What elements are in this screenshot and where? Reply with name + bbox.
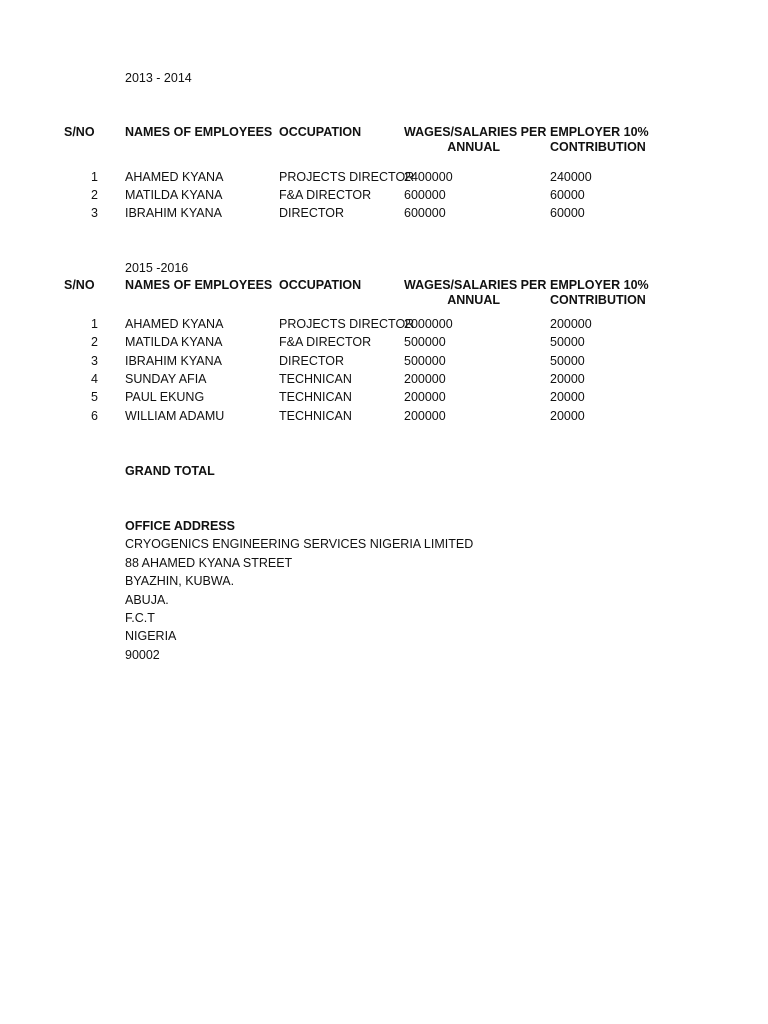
row-wages: 200000 xyxy=(404,390,446,404)
row-name: AHAMED KYANA xyxy=(125,170,224,184)
header-sno: S/NO xyxy=(64,278,95,292)
row-wages: 600000 xyxy=(404,206,446,220)
row-sno: 1 xyxy=(91,170,98,184)
header-employer-line1: EMPLOYER 10% xyxy=(550,125,649,139)
row-occupation: TECHNICAN xyxy=(279,372,352,386)
row-wages: 2000000 xyxy=(404,317,453,331)
office-address-heading: OFFICE ADDRESS xyxy=(125,519,235,533)
row-wages: 2400000 xyxy=(404,170,453,184)
row-wages: 500000 xyxy=(404,354,446,368)
row-sno: 5 xyxy=(91,390,98,404)
row-sno: 2 xyxy=(91,188,98,202)
header-names: NAMES OF EMPLOYEES xyxy=(125,278,273,292)
header-wages-line2: ANNUAL xyxy=(447,140,500,154)
header-wages-line2: ANNUAL xyxy=(447,293,500,307)
row-sno: 3 xyxy=(91,354,98,368)
header-wages-line1: WAGES/SALARIES PER xyxy=(404,278,547,292)
row-name: WILLIAM ADAMU xyxy=(125,409,225,423)
address-line-company: CRYOGENICS ENGINEERING SERVICES NIGERIA LIMITED xyxy=(125,537,474,551)
row-occupation: F&A DIRECTOR xyxy=(279,188,372,202)
header-occupation: OCCUPATION xyxy=(279,278,362,292)
row-wages: 200000 xyxy=(404,409,446,423)
row-employer: 60000 xyxy=(550,188,585,202)
row-wages: 600000 xyxy=(404,188,446,202)
header-occupation: OCCUPATION xyxy=(279,125,362,139)
header-wages-line1: WAGES/SALARIES PER xyxy=(404,125,547,139)
grand-total-label: GRAND TOTAL xyxy=(125,464,215,478)
row-name: MATILDA KYANA xyxy=(125,188,223,202)
address-line-territory: F.C.T xyxy=(125,611,155,625)
row-wages: 200000 xyxy=(404,372,446,386)
row-sno: 2 xyxy=(91,335,98,349)
row-occupation: TECHNICAN xyxy=(279,390,352,404)
row-name: MATILDA KYANA xyxy=(125,335,223,349)
row-employer: 60000 xyxy=(550,206,585,220)
row-employer: 50000 xyxy=(550,335,585,349)
period-2013-2014: 2013 - 2014 xyxy=(125,71,192,85)
row-sno: 4 xyxy=(91,372,98,386)
row-name: IBRAHIM KYANA xyxy=(125,354,223,368)
row-employer: 20000 xyxy=(550,372,585,386)
address-line-street: 88 AHAMED KYANA STREET xyxy=(125,556,293,570)
row-employer: 200000 xyxy=(550,317,592,331)
row-sno: 3 xyxy=(91,206,98,220)
row-sno: 6 xyxy=(91,409,98,423)
row-occupation: TECHNICAN xyxy=(279,409,352,423)
row-employer: 240000 xyxy=(550,170,592,184)
row-sno: 1 xyxy=(91,317,98,331)
row-employer: 50000 xyxy=(550,354,585,368)
row-name: PAUL EKUNG xyxy=(125,390,205,404)
row-occupation: PROJECTS DIRECTOR xyxy=(279,317,415,331)
row-employer: 20000 xyxy=(550,409,585,423)
address-line-area: BYAZHIN, KUBWA. xyxy=(125,574,235,588)
address-line-city: ABUJA. xyxy=(125,593,169,607)
row-wages: 500000 xyxy=(404,335,446,349)
header-sno: S/NO xyxy=(64,125,95,139)
address-line-postcode: 90002 xyxy=(125,648,160,662)
address-line-country: NIGERIA xyxy=(125,629,177,643)
row-name: AHAMED KYANA xyxy=(125,317,224,331)
row-occupation: PROJECTS DIRECTOR xyxy=(279,170,415,184)
row-occupation: DIRECTOR xyxy=(279,354,345,368)
row-occupation: F&A DIRECTOR xyxy=(279,335,372,349)
header-employer-line2: CONTRIBUTION xyxy=(550,140,646,154)
header-employer-line1: EMPLOYER 10% xyxy=(550,278,649,292)
period-2015-2016: 2015 -2016 xyxy=(125,261,189,275)
row-occupation: DIRECTOR xyxy=(279,206,345,220)
header-names: NAMES OF EMPLOYEES xyxy=(125,125,273,139)
row-name: IBRAHIM KYANA xyxy=(125,206,223,220)
header-employer-line2: CONTRIBUTION xyxy=(550,293,646,307)
row-employer: 20000 xyxy=(550,390,585,404)
row-name: SUNDAY AFIA xyxy=(125,372,207,386)
